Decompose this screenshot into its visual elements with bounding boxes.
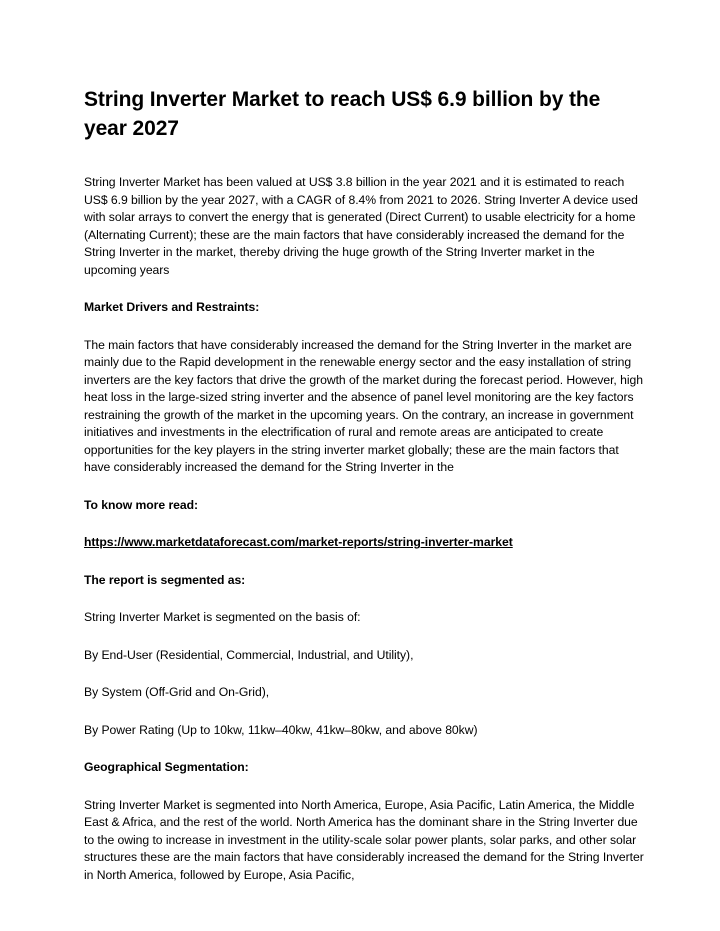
more-heading: To know more read:	[84, 497, 198, 512]
geo-paragraph: String Inverter Market is segmented into North America, Europe, Asia Pacific, Latin America, the Middle East & Africa, and the rest of the world. North America has the dominant share in the String Inverter due to the owing to increase in investment in the utility-scale solar power plants, solar parks, and other solar structures these are the main factors that have considerably increased the demand for the String Inverter in North America, followed by Europe, Asia Pacific,	[84, 797, 644, 882]
link-paragraph	[84, 534, 644, 552]
geo-heading: Geographical Segmentation:	[84, 760, 249, 774]
drivers-paragraph: The main factors that have considerably increased the demand for the String Inverter in the market are mainly due to the Rapid development in the renewable energy sector and the easy installation of string inverters are the key factors that drive the growth of the market during the forecast period. However, high heat loss in the large-sized string inverter and the absence of panel level monitoring are the key factors restraining the growth of the market in the upcoming years. On the contrary, an increase in government initiatives and investments in the electrification of rural and remote areas are anticipated to create opportunities for the key players in the string inverter market globally; these are the main factors that have considerably increased the demand for the String Inverter in the	[84, 337, 643, 474]
segmented-heading: The report is segmented as:	[84, 572, 246, 587]
document-page	[84, 85, 644, 904]
intro-paragraph: String Inverter Market has been valued at US$ 3.8 billion in the year 2021 and it is estimated to reach US$ 6.9 billion by the year 2027, with a CAGR of 8.4% from 2021 to 2026. String Inverter A device used with solar arrays to convert the energy that is generated (Direct Current) to usable electricity for a home (Alternating Current); these are the main factors that have considerably increased the demand for the String Inverter in the market, thereby driving the huge growth of the String Inverter market in the upcoming years	[84, 175, 638, 277]
segment-power-rating: By Power Rating (Up to 10kw, 11kw–40kw, 41kw–80kw, and above 80kw)	[84, 722, 478, 737]
document-title: String Inverter Market to reach US$ 6.9 billion by the year 2027	[84, 88, 601, 140]
report-link[interactable]: https://www.marketdataforecast.com/market-reports/string-inverter-market	[84, 535, 513, 549]
segment-system: By System (Off-Grid and On-Grid),	[84, 685, 270, 699]
segmented-intro: String Inverter Market is segmented on the basis of:	[84, 610, 361, 624]
drivers-heading: Market Drivers and Restraints:	[84, 300, 260, 314]
segment-end-user: By End-User (Residential, Commercial, Industrial, and Utility),	[84, 647, 414, 662]
